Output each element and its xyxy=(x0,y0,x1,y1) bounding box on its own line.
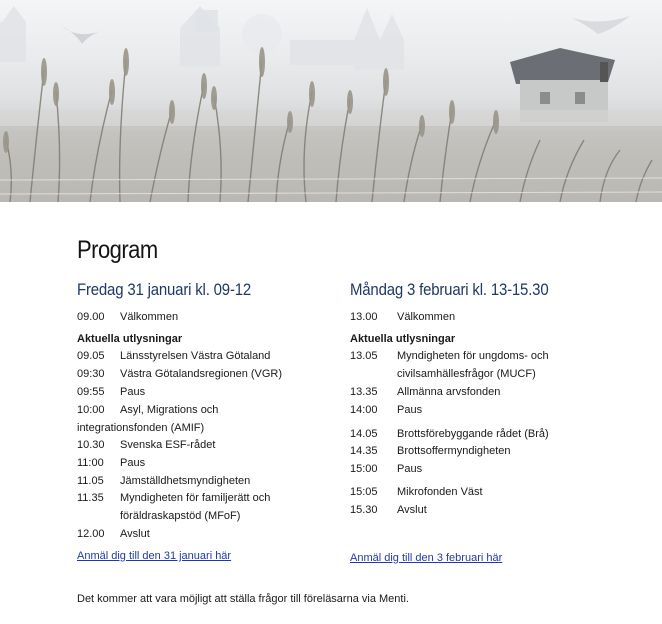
agenda-text: Myndigheten för ungdoms- och xyxy=(397,350,549,362)
agenda-text: Avslut xyxy=(397,504,427,516)
agenda-text: Länsstyrelsen Västra Götaland xyxy=(120,350,271,362)
agenda-time: 14.35 xyxy=(350,445,378,457)
day-2-heading: Måndag 3 februari kl. 13-15.30 xyxy=(350,280,549,299)
agenda-text: Mikrofonden Väst xyxy=(397,486,483,498)
agenda-time: 11.35 xyxy=(77,492,104,504)
header-banner-image xyxy=(0,0,662,202)
agenda-time: 12.00 xyxy=(77,528,105,540)
agenda-text-continued: integrationsfonden (AMIF) xyxy=(77,422,205,434)
agenda-time: 15.30 xyxy=(350,504,378,516)
agenda-text: Brottsoffermyndigheten xyxy=(397,445,511,457)
agenda-text: Paus xyxy=(120,386,146,398)
agenda-text: Paus xyxy=(397,463,423,475)
agenda-text: Avslut xyxy=(120,528,150,540)
agenda-text: Allmänna arvsfonden xyxy=(397,386,501,398)
agenda-time: 13.05 xyxy=(350,350,378,362)
program-day-1 xyxy=(77,280,317,540)
agenda-text-continued: civilsamhällesfrågor (MUCF) xyxy=(397,368,536,380)
agenda-time: 10:00 xyxy=(77,404,105,416)
section-heading: Aktuella utlysningar xyxy=(77,333,183,345)
agenda-text: Asyl, Migrations och xyxy=(120,404,219,416)
agenda-text-continued: föräldraskapstöd (MFoF) xyxy=(120,510,241,522)
agenda-time: 15:00 xyxy=(350,463,378,475)
agenda-text: Jämställdhetsmyndigheten xyxy=(120,475,251,487)
program-day-2 xyxy=(350,280,600,516)
agenda-text: Brottsförebyggande rådet (Brå) xyxy=(397,428,549,440)
section-heading: Aktuella utlysningar xyxy=(350,333,456,345)
signup-link-3-february[interactable]: Anmäl dig till den 3 februari här xyxy=(350,552,503,564)
agenda-time: 09:30 xyxy=(77,368,105,380)
agenda-time: 13.00 xyxy=(350,311,378,323)
agenda-time: 13.35 xyxy=(350,386,378,398)
agenda-time: 09.05 xyxy=(77,350,105,362)
frosty-meadow-banner-image xyxy=(0,0,662,202)
agenda-time: 15:05 xyxy=(350,486,378,498)
agenda-text: Paus xyxy=(120,457,146,469)
agenda-time: 11.05 xyxy=(77,475,104,487)
agenda-text: Västra Götalandsregionen (VGR) xyxy=(120,368,283,380)
page-title: Program xyxy=(77,236,158,264)
agenda-text: Välkommen xyxy=(120,311,179,323)
agenda-text: Myndigheten för familjerätt och xyxy=(120,492,271,504)
agenda-text: Välkommen xyxy=(397,311,456,323)
agenda-time: 10.30 xyxy=(77,439,105,451)
signup-link-31-january[interactable]: Anmäl dig till den 31 januari här xyxy=(77,550,232,562)
agenda-time: 14.05 xyxy=(350,428,378,440)
agenda-time: 14:00 xyxy=(350,404,378,416)
day-1-heading: Fredag 31 januari kl. 09-12 xyxy=(77,280,252,299)
agenda-time: 11:00 xyxy=(77,457,104,469)
footer-note: Det kommer att vara möjligt att ställa frågor till föreläsarna via Menti. xyxy=(77,593,409,605)
agenda-time: 09:55 xyxy=(77,386,105,398)
agenda-text: Paus xyxy=(397,404,423,416)
agenda-text: Svenska ESF-rådet xyxy=(120,439,216,451)
agenda-time: 09.00 xyxy=(77,311,105,323)
